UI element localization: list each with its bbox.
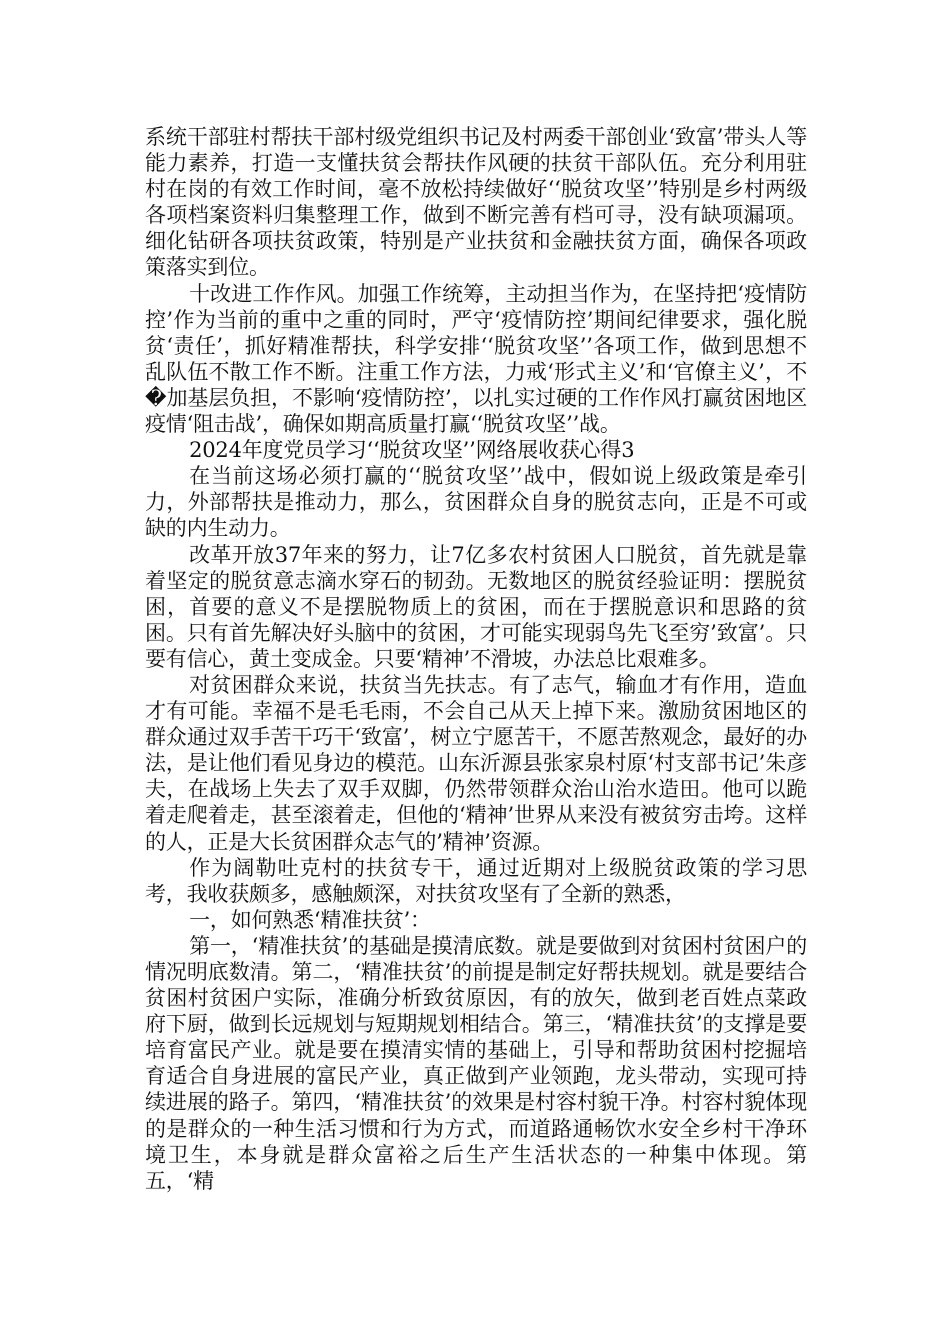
paragraph: 在当前这场必须打赢的‘‘脱贫攻坚’’战中，假如说上级政策是牵引力，外部帮扶是推动力，那么，贫困群众自身的脱贫志向，正是不可或缺的内生动力。 [145,464,807,541]
paragraph: 作为阔勒吐克村的扶贫专干，通过近期对上级脱贫政策的学习思考，我收获颇多，感触颇深，对扶贫攻坚有了全新的熟悉， [145,855,807,906]
subheading: 一，如何熟悉‘精准扶贫’： [189,907,431,932]
paragraph: 对贫困群众来说，扶贫当先扶志。有了志气，输血才有作用，造血才有可能。幸福不是毛毛雨，不会自己从天上掉下来。激励贫困地区的群众通过双手苦干巧干‘致富’，树立宁愿苦干，不愿苦熬观念，最好的办法，是让他们看见身边的模范。山东沂源县张家泉村原‘村支部书记’朱彦夫，在战场上失去了双手双脚，仍然带领群众治山治水造田。他可以跪着走爬着走，甚至滚着走，但他的‘精神’世界从来没有被贫穷击垮。这样的人，正是大长贫困群众志气的’精神’资源。 [145,672,807,854]
document-body [145,124,807,1194]
paragraph: 第一，‘精准扶贫’的基础是摸清底数。就是要做到对贫困村贫困户的情况明底数清。第二，‘精准扶贫’的前提是制定好帮扶规划。就是要结合贫困村贫困户实际，准确分析致贫原因，有的放矢，做到老百姓点菜政府下厨，做到长远规划与短期规划相结合。第三，‘精准扶贫’的支撑是要培育富民产业。就是要在摸清实情的基础上，引导和帮助贫困村挖掘培育适合自身进展的富民产业，真正做到产业领跑，龙头带动，实现可持续进展的路子。第四，‘精准扶贫’的效果是村容村貌干净。村容村貌体现的是群众的一种生活习惯和行为方式，而道路通畅饮水安全乡村干净环境卫生，本身就是群众富裕之后生产生活状态的一种集中体现。第五，‘精 [145,933,807,1193]
section-heading: 2024年度党员学习‘‘脱贫攻坚’’网络展收获心得3 [189,438,635,463]
paragraph: 改革开放37年来的努力，让7亿多农村贫困人口脱贫，首先就是靠着坚定的脱贫意志滴水穿石的韧劲。无数地区的脱贫经验证明：摆脱贫困，首要的意义不是摆脱物质上的贫困，而在于摆脱意识和思路的贫困。只有首先解决好头脑中的贫困，才可能实现弱鸟先飞至穷’致富’。只要有信心，黄土变成金。只要‘精神’不滑坡，办法总比艰难多。 [145,542,807,671]
paragraph: 十改进工作作风。加强工作统筹，主动担当作为，在坚持把‘疫情防控’作为当前的重中之重的同时，严守‘疫情防控’期间纪律要求，强化脱贫‘责任’，抓好精准帮扶，科学安排‘‘脱贫攻坚’’各项工作，做到思想不乱队伍不散工作不断。注重工作方法，力戒‘形式主义’和‘官僚主义’，不�加基层负担，不影响‘疫情防控’，以扎实过硬的工作作风打赢贫困地区疫情‘阻击战’，确保如期高质量打赢‘‘脱贫攻坚’’战。 [145,281,807,437]
paragraph: 系统干部驻村帮扶干部村级党组织书记及村两委干部创业‘致富’带头人等能力素养，打造一支懂扶贫会帮扶作风硬的扶贫干部队伍。充分利用驻村在岗的有效工作时间，毫不放松持续做好‘‘脱贫攻坚’’特别是乡村两级各项档案资料归集整理工作，做到不断完善有档可寻，没有缺项漏项。细化钻研各项扶贫政策，特别是产业扶贫和金融扶贫方面，确保各项政策落实到位。 [145,125,807,280]
